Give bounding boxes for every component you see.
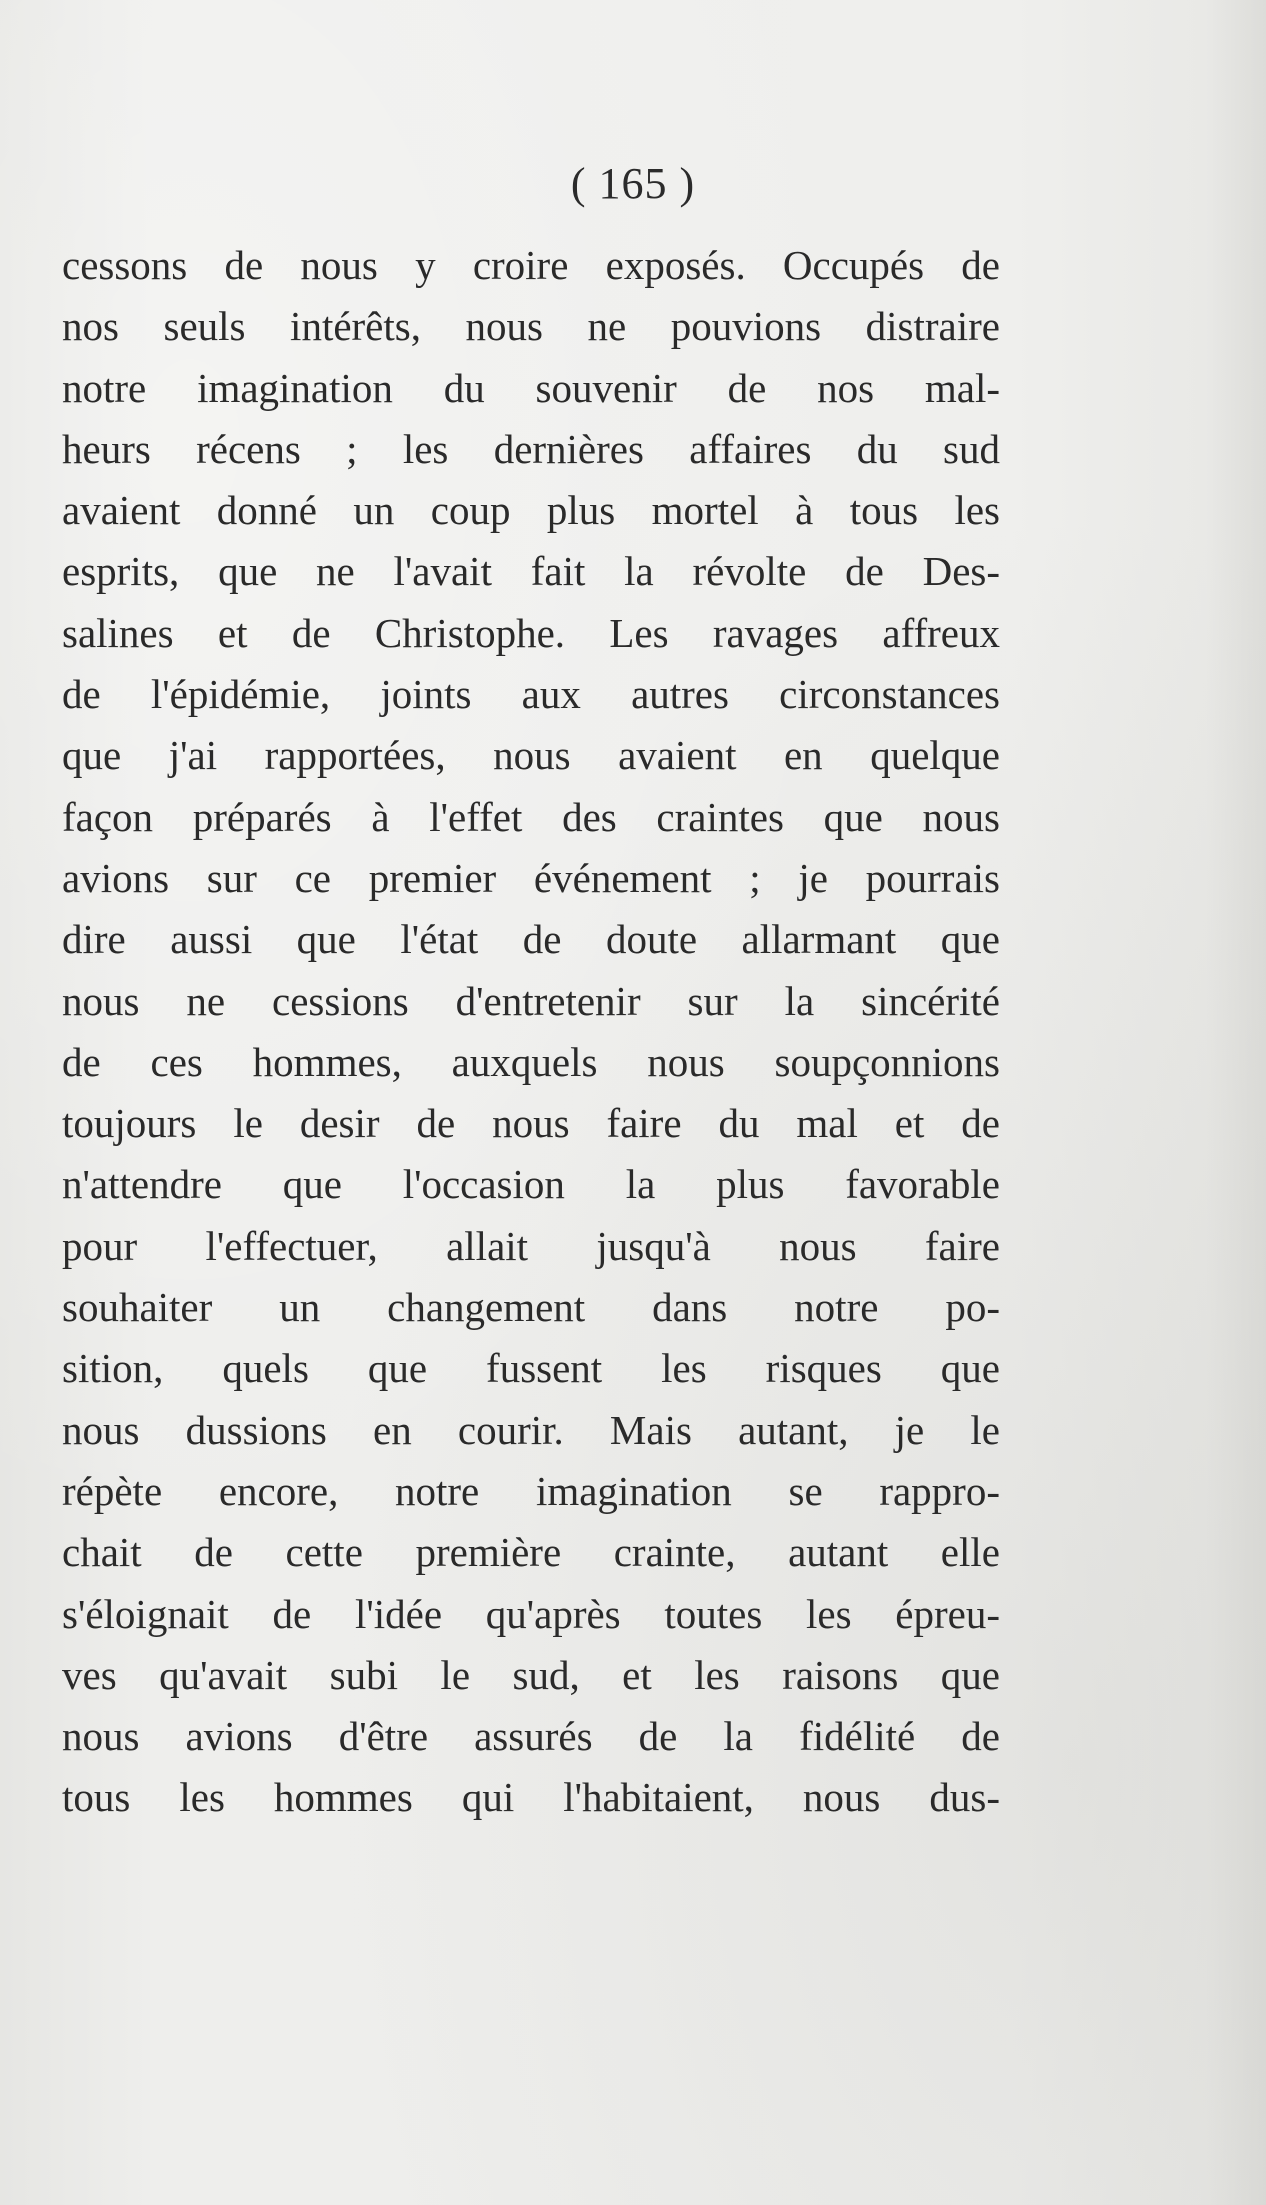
body-text: [62, 235, 1000, 1829]
text-line: nous dussions en courir. Mais autant, je le: [62, 1406, 1000, 1453]
text-line: avaient donné un coup plus mortel à tous les: [62, 487, 1000, 534]
text-line: s'éloignait de l'idée qu'après toutes les épreu-: [62, 1590, 1000, 1637]
page-number: ( 165 ): [570, 159, 696, 208]
text-line: notre imagination du souvenir de nos mal-: [62, 364, 1000, 411]
text-line: heurs récens ; les dernières affaires du sud: [62, 425, 1000, 472]
text-line: nous avions d'être assurés de la fidélité de: [62, 1713, 1000, 1760]
text-line: que j'ai rapportées, nous avaient en quelque: [62, 732, 1000, 779]
text-line: avions sur ce premier événement ; je pourrais: [62, 854, 1000, 901]
text-line: sition, quels que fussent les risques que: [62, 1345, 1000, 1392]
text-line: esprits, que ne l'avait fait la révolte de Des-: [62, 548, 1000, 595]
text-line: salines et de Christophe. Les ravages affreux: [62, 609, 1000, 656]
text-line: ves qu'avait subi le sud, et les raisons que: [62, 1651, 1000, 1698]
text-line: nos seuls intérêts, nous ne pouvions distraire: [62, 303, 1000, 350]
text-line: toujours le desir de nous faire du mal et de: [62, 1100, 1000, 1147]
page-edge-shadow: [1206, 0, 1266, 2205]
text-line: nous ne cessions d'entretenir sur la sincérité: [62, 977, 1000, 1024]
text-line: pour l'effectuer, allait jusqu'à nous faire: [62, 1222, 1000, 1269]
text-line: répète encore, notre imagination se rappro-: [62, 1467, 1000, 1514]
text-line: cessons de nous y croire exposés. Occupés de: [62, 242, 1000, 288]
text-line: façon préparés à l'effet des craintes que nous: [62, 793, 1000, 840]
text-line: n'attendre que l'occasion la plus favorable: [62, 1161, 1000, 1208]
text-line: tous les hommes qui l'habitaient, nous dus-: [62, 1774, 1000, 1821]
text-line: de ces hommes, auxquels nous soupçonnions: [62, 1038, 1000, 1085]
text-line: dire aussi que l'état de doute allarmant que: [62, 916, 1000, 963]
text-line: de l'épidémie, joints aux autres circonstances: [62, 671, 1000, 718]
text-line: chait de cette première crainte, autant elle: [62, 1529, 1000, 1576]
text-line: souhaiter un changement dans notre po-: [62, 1284, 1000, 1331]
